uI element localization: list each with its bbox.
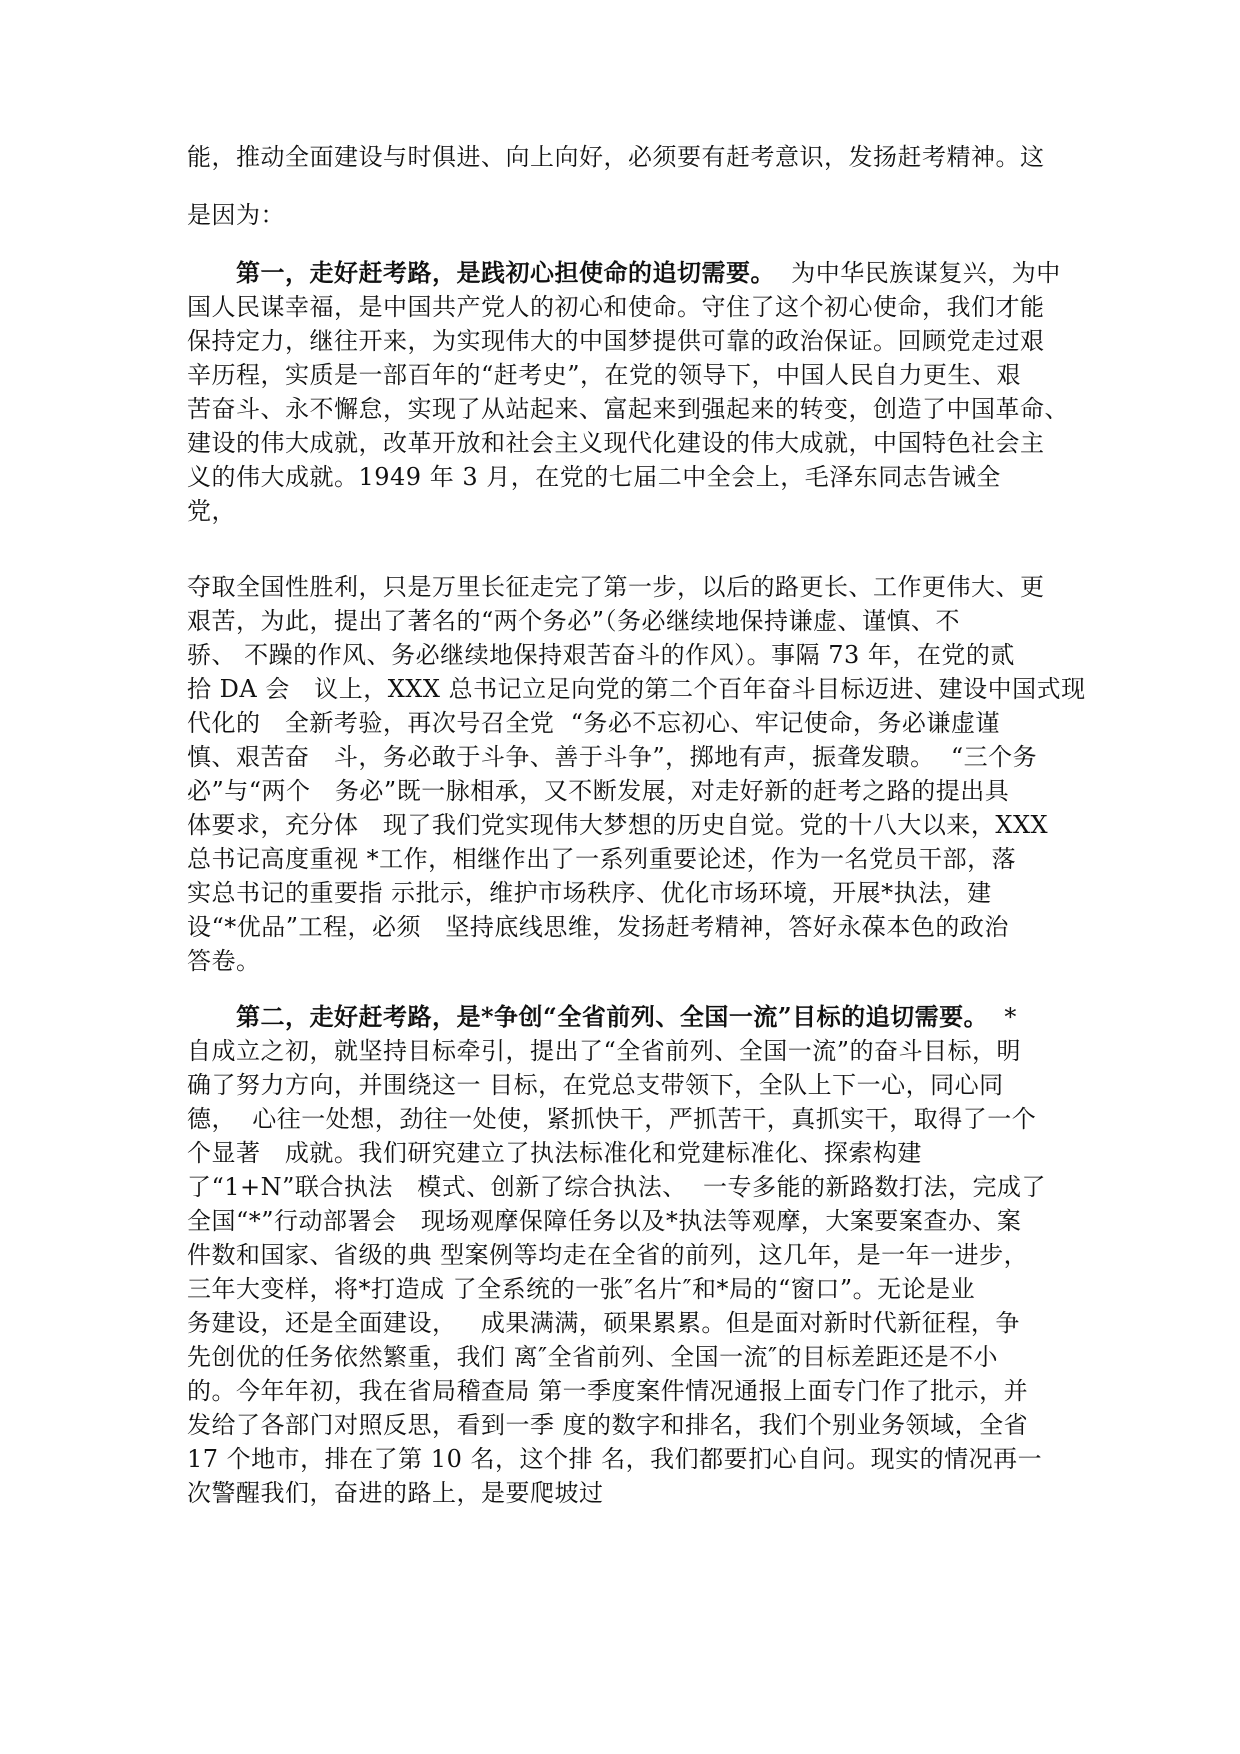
section1-heading: 第一，走好赶考路，是践初心担使命的追切需要。 <box>236 258 775 287</box>
section2-line: * <box>988 1003 1017 1031</box>
section1b-line: 体要求，充分体 现了我们党实现伟大梦想的历史自觉。党的十八大以来，XXX <box>187 811 1049 839</box>
section1b-line: 总书记高度重视 *工作，相继作出了一系列重要论述，作为一名党员干部，落 <box>187 845 1017 873</box>
section2-line: 的。今年年初，我在省局稽查局 第一季度案件情况通报上面专门作了批示，并 <box>187 1377 1029 1405</box>
section1-line: 建设的伟大成就，改革开放和社会主义现代化建设的伟大成就，中国特色社会主 <box>187 429 1045 457</box>
section1-line: 党， <box>187 497 236 525</box>
section1b-line: 艰苦，为此，提出了著名的“两个务必”（务必继续地保持谦虚、谨慎、不 <box>187 607 961 635</box>
section2-first-line <box>236 1000 1017 1034</box>
intro-line-1: 能，推动全面建设与时俱进、向上向好，必须要有赶考意识，发扬赶考精神。这 <box>187 143 1045 171</box>
section1-line: 保持定力，继往开来，为实现伟大的中国梦提供可靠的政治保证。回顾党走过艰 <box>187 327 1045 355</box>
section2-line: 件数和国家、省级的典 型案例等均走在全省的前列，这几年，是一年一进步， <box>187 1241 1029 1269</box>
section2-line: 个显著 成就。我们研究建立了执法标准化和党建标准化、探索构建 <box>187 1139 922 1167</box>
section2-heading: 第二，走好赶考路，是*争创“全省前列、全国一流”目标的追切需要。 <box>236 1002 989 1031</box>
section1b-line: 设“*优品”工程，必须 坚持底线思维，发扬赶考精神，答好永葆本色的政治 <box>187 913 1009 941</box>
section1-line: 苦奋斗、永不懈怠，实现了从站起来、富起来到强起来的转变，创造了中国革命、 <box>187 395 1069 423</box>
section1-line: 义的伟大成就。1949 年 3 月，在党的七届二中全会上，毛泽东同志告诫全 <box>187 463 1001 491</box>
section2-line: 确了努力方向，并围绕这一 目标，在党总支带领下，全队上下一心，同心同 <box>187 1071 1004 1099</box>
section1b-line: 答卷。 <box>187 947 261 975</box>
section2-line: 17 个地市，排在了第 10 名，这个排 名，我们都要扪心自问。现实的情况再一 <box>187 1445 1043 1473</box>
section1b-line: 代化的 全新考验，再次号召全党 “务必不忘初心、牢记使命，务必谦虚谨 <box>187 709 1000 737</box>
section2-line: 全国“*”行动部署会 现场观摩保障任务以及*执法等观摩，大案要案查办、案 <box>187 1207 1022 1235</box>
section1b-line: 必”与“两个 务必”既一脉相承，又不断发展，对走好新的赶考之路的提出具 <box>187 777 1010 805</box>
section1b-line: 骄、 不躁的作风、务必继续地保持艰苦奋斗的作风）。事隔 73 年，在党的贰 <box>187 641 1015 669</box>
section2-line: 发给了各部门对照反思，看到一季 度的数字和排名，我们个别业务领域，全省 <box>187 1411 1029 1439</box>
section1-line: 为中华民族谋复兴，为中 <box>775 259 1061 287</box>
section1-first-line <box>236 256 1061 290</box>
section1b-line: 拾 DA 会 议上，XXX 总书记立足向党的第二个百年奋斗目标迈进、建设中国式现 <box>187 675 1086 703</box>
section2-line: 先创优的任务依然繁重，我们 离″全省前列、全国一流″的目标差距还是不小 <box>187 1343 999 1371</box>
section1-line: 辛历程，实质是一部百年的“赶考史”，在党的领导下，中国人民自力更生、艰 <box>187 361 1022 389</box>
section2-line: 务建设，还是全面建设， 成果满满，硕果累累。但是面对新时代新征程，争 <box>187 1309 1020 1337</box>
section2-line: 次警醒我们，奋进的路上，是要爬坡过 <box>187 1479 604 1507</box>
section2-line: 了“1+N”联合执法 模式、创新了综合执法、 一专多能的新路数打法，完成了 <box>187 1173 1047 1201</box>
section1b-line: 慎、艰苦奋 斗，务必敢于斗争、善于斗争”，掷地有声，振聋发聩。 “三个务 <box>187 743 1038 771</box>
section1-line: 国人民谋幸福，是中国共产党人的初心和使命。守住了这个初心使命，我们才能 <box>187 293 1045 321</box>
intro-line-2: 是因为： <box>187 201 285 229</box>
section2-line: 自成立之初，就坚持目标牵引，提出了“全省前列、全国一流”的奋斗目标，明 <box>187 1037 1022 1065</box>
section1b-line: 实总书记的重要指 示批示，维护市场秩序、优化市场环境，开展*执法，建 <box>187 879 992 907</box>
section2-line: 德， 心往一处想，劲往一处使，紧抓快干，严抓苦干，真抓实干，取得了一个 <box>187 1105 1037 1133</box>
section2-line: 三年大变样，将*打造成 了全系统的一张″名片″和*局的“窗口”。无论是业 <box>187 1275 976 1303</box>
section1b-line: 夺取全国性胜利，只是万里长征走完了第一步，以后的路更长、工作更伟大、更 <box>187 573 1045 601</box>
